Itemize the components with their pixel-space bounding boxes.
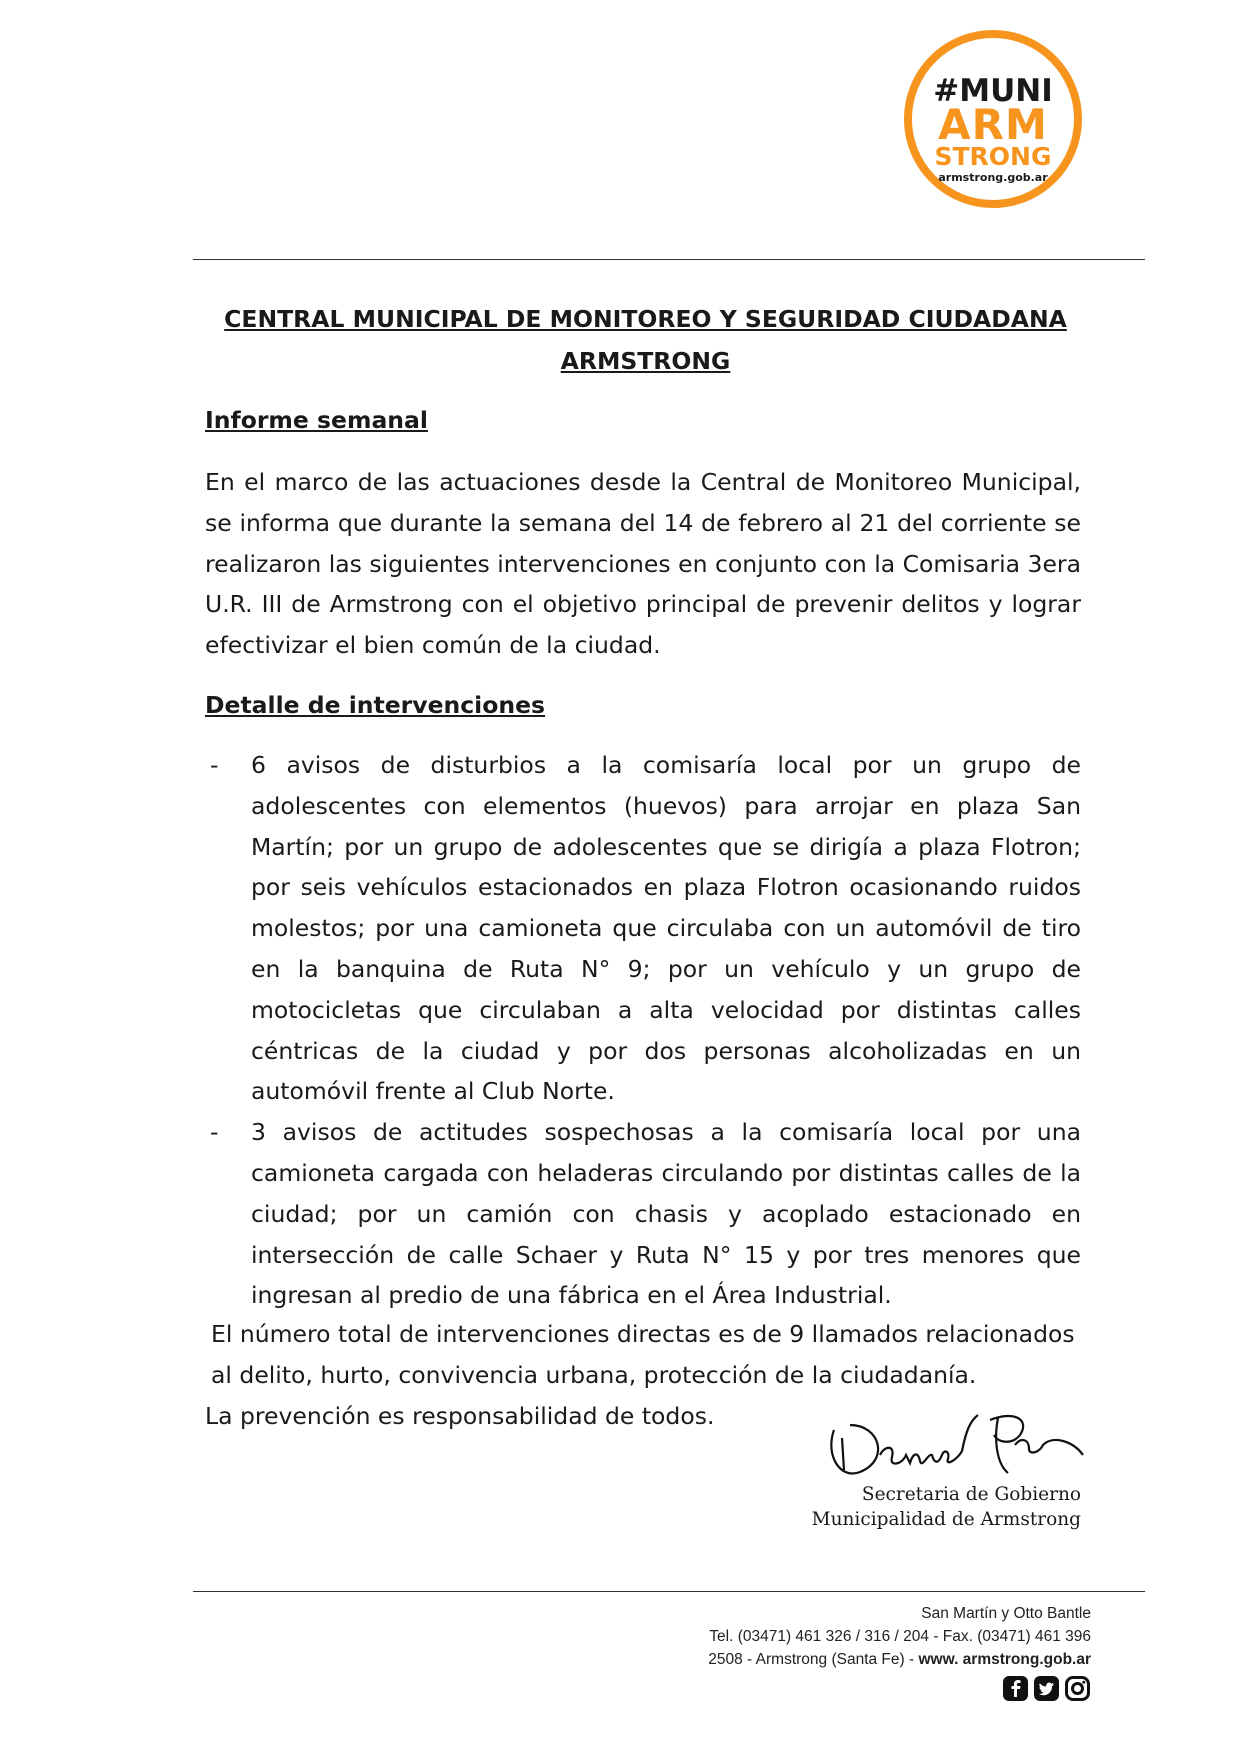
interventions-list [205,745,1081,1316]
logo-line-1: #MUNI [933,73,1053,109]
title-line-2: ARMSTRONG [560,347,731,375]
footer-website-link[interactable]: www. armstrong.gob.ar [918,1651,1091,1668]
instagram-icon[interactable] [1064,1675,1091,1702]
footer-divider [193,1591,1145,1592]
twitter-icon[interactable] [1033,1675,1060,1702]
document-title [193,298,1098,382]
signature-role [812,1482,1081,1532]
logo-line-4: armstrong.gob.ar [938,171,1048,184]
footer-city-line [708,1648,1091,1671]
section-heading-detalle: Detalle de intervenciones [205,691,546,719]
section-heading-informe: Informe semanal [205,406,428,434]
list-item-text: 3 avisos de actitudes sospechosas a la comisaría local por una camioneta cargada con heladeras circulando por distintas calles de la ciudad; por un camión con chasis y acoplado estacionado en intersección de calle Schaer y Ruta N° 15 y por tres menores que ingresan al predio de una fábrica en el Área Industrial. [251,1118,1081,1310]
intro-paragraph: En el marco de las actuaciones desde la Central de Monitoreo Municipal, se informa que durante la semana del 14 de febrero al 21 del corriente se realizaron las siguientes intervenciones en conjunto con la Comisaria 3era U.R. III de Armstrong con el objetivo principal de prevenir delitos y lograr efectivizar el bien común de la ciudad. [205,468,1081,660]
signature-role-line-2: Municipalidad de Armstrong [811,1509,1081,1530]
facebook-icon[interactable] [1002,1675,1029,1702]
bullet-dash: - [210,751,219,779]
footer-city: 2508 - Armstrong (Santa Fe) - [708,1651,919,1668]
list-item [205,1112,1081,1316]
title-line-1: CENTRAL MUNICIPAL DE MONITOREO Y SEGURIDAD CIUDADANA [224,305,1067,333]
signature-role-line-1: Secretaria de Gobierno [861,1484,1081,1505]
social-icons [1002,1675,1091,1702]
total-paragraph: El número total de intervenciones directas es de 9 llamados relacionados al delito, hurto, convivencia urbana, protección de la ciudadanía. [211,1320,1075,1389]
list-item-text: 6 avisos de disturbios a la comisaría local por un grupo de adolescentes con elementos (huevos) para arrojar en plaza San Martín; por un grupo de adolescentes que se dirigía a plaza Flotron; por seis vehículos estacionados en plaza Flotron ocasionando ruidos molestos; por una camioneta que circulaba con un automóvil de tiro en la banquina de Ruta N° 9; por un vehículo y un grupo de motocicletas que circulaban a alta velocidad por distintas calles céntricas de la ciudad y por dos personas alcoholizadas en un automóvil frente al Club Norte. [251,751,1081,1106]
logo-line-3: STRONG [934,142,1052,171]
footer-phones: Tel. (03471) 461 326 / 316 / 204 - Fax. (03471) 461 396 [709,1628,1091,1645]
footer-contact [708,1602,1091,1671]
bullet-dash: - [210,1118,219,1147]
handwritten-signature [820,1400,1090,1490]
header-divider [193,259,1145,260]
footer-address: San Martín y Otto Bantle [921,1605,1091,1622]
list-item [205,745,1081,1112]
closing-line: La prevención es responsabilidad de todos. [205,1402,715,1430]
logo-line-2: ARM [938,100,1048,149]
municipality-logo [904,30,1082,208]
